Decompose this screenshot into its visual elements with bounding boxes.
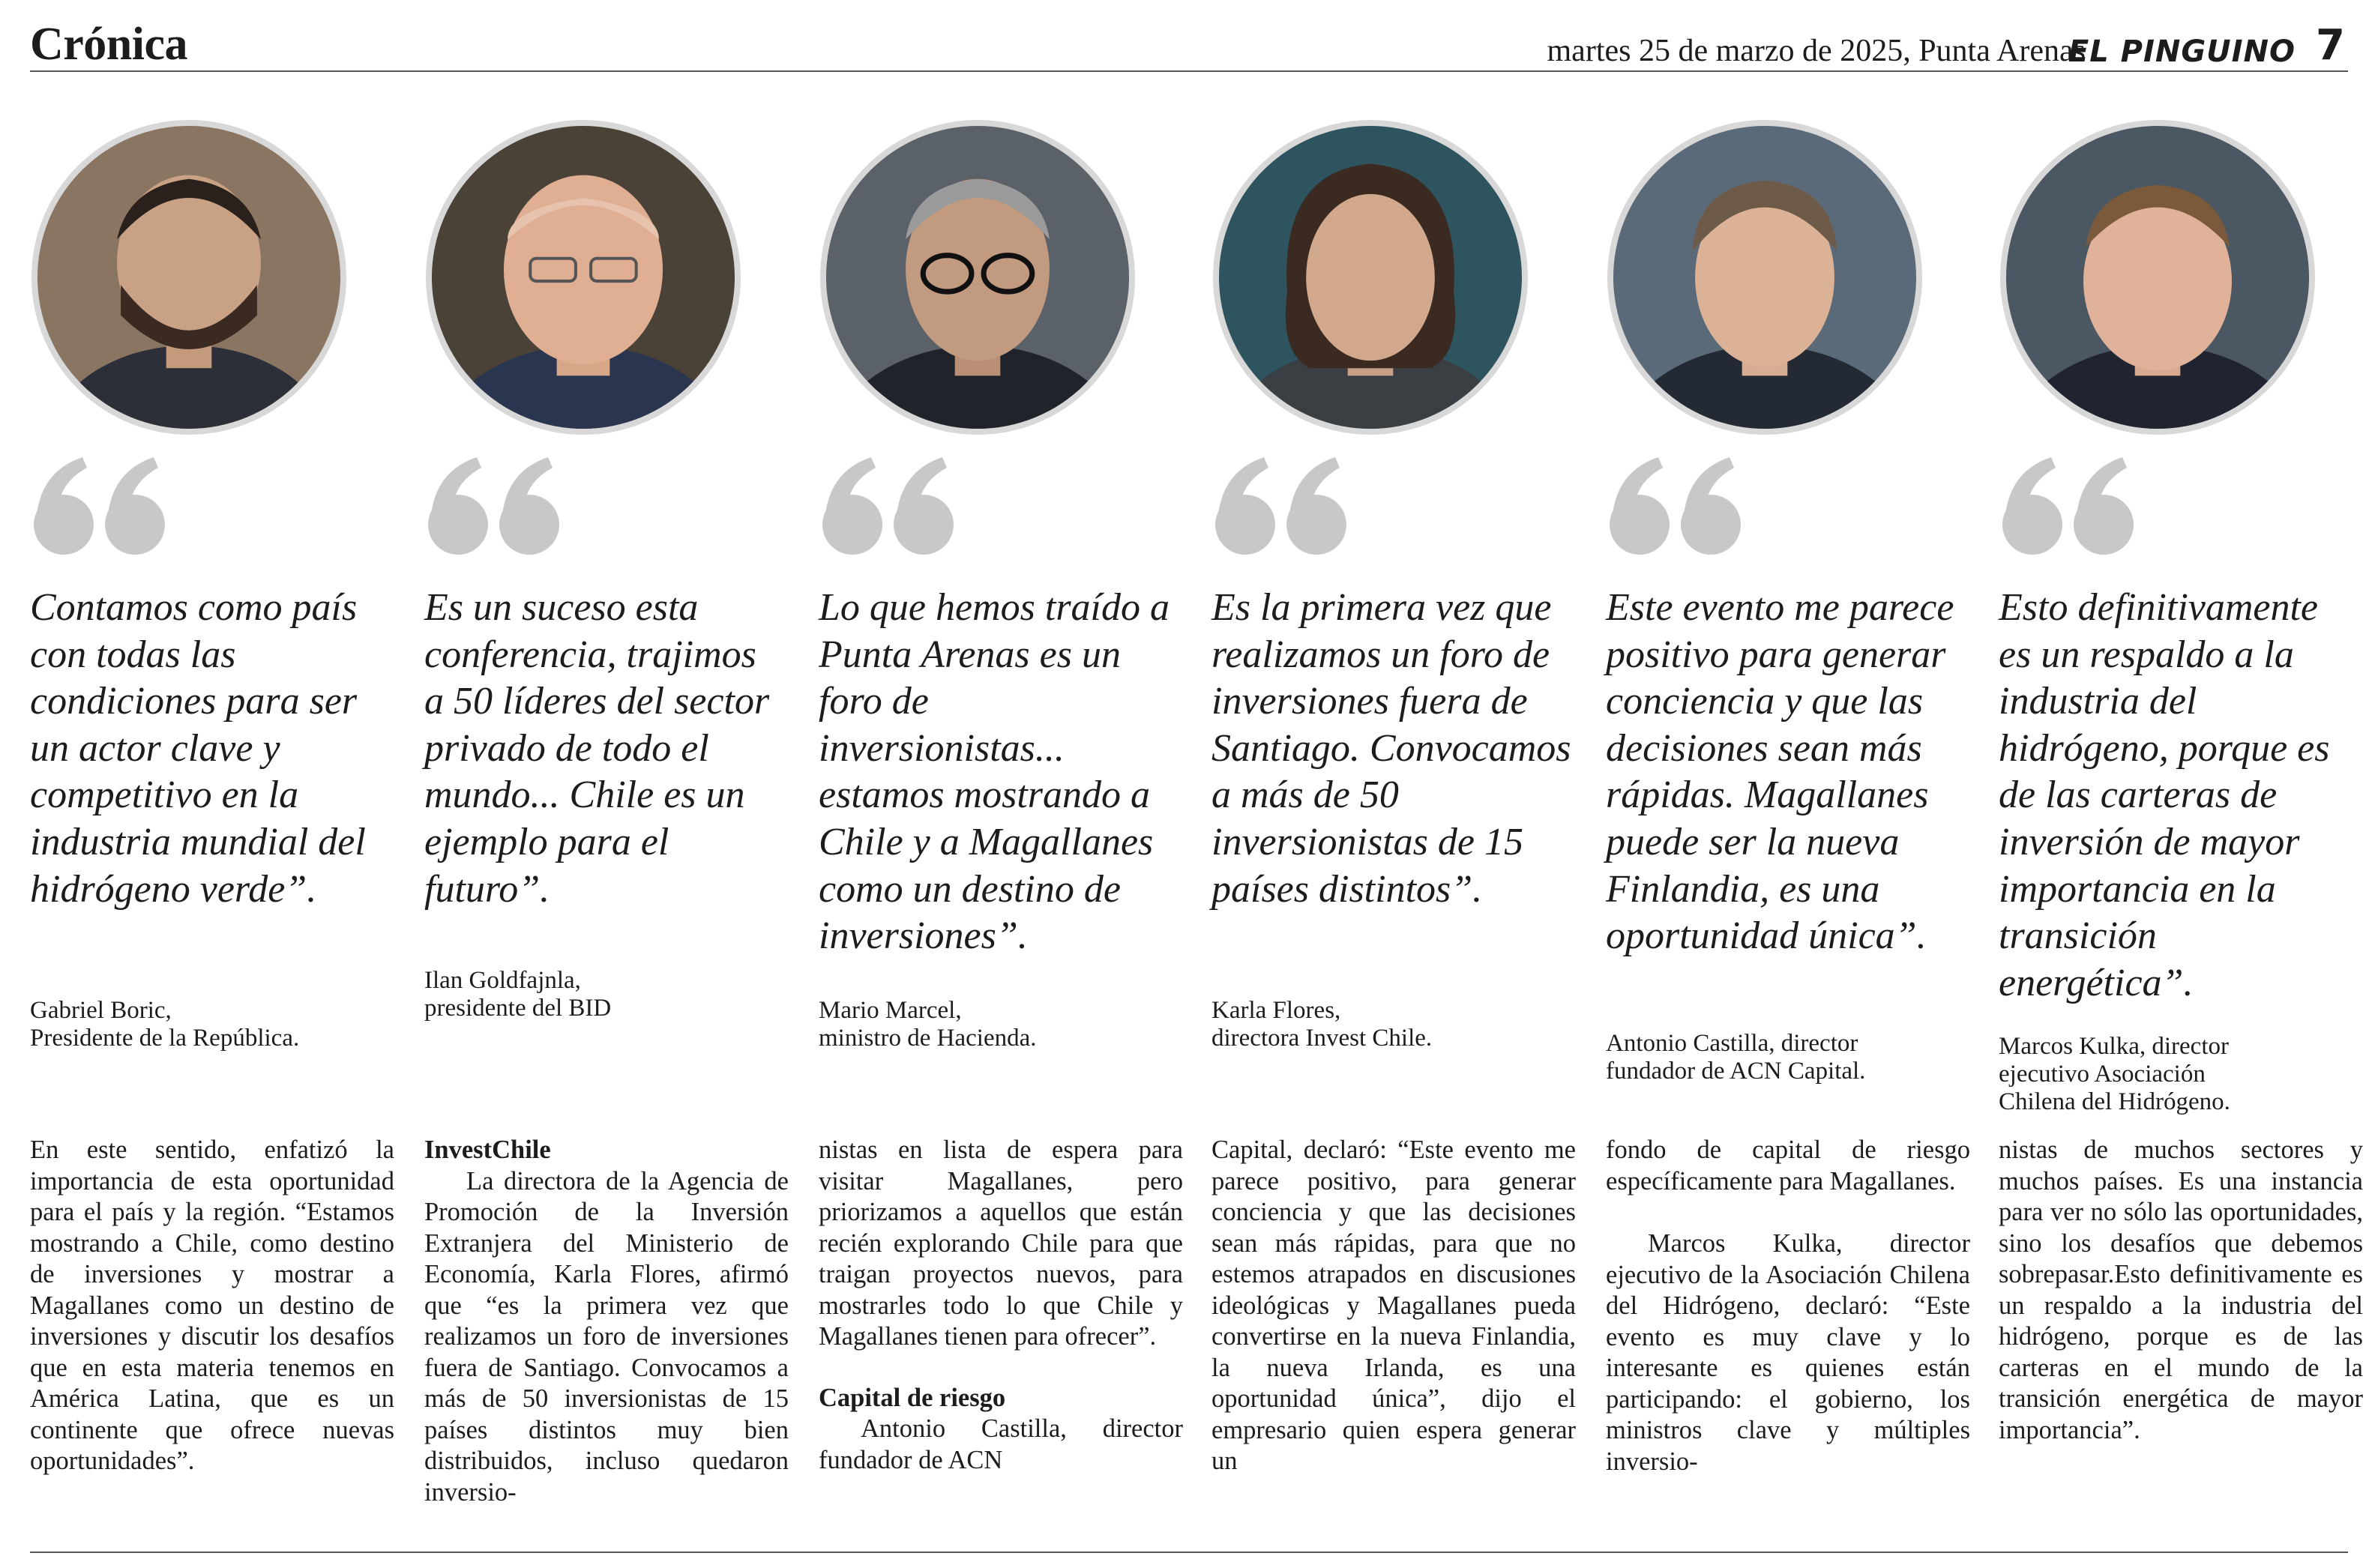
column-castilla xyxy=(1606,120,1970,1529)
quote-attribution: Marcos Kulka, director ejecutivo Asociación Chilena del Hidrógeno. xyxy=(1999,1033,2230,1115)
portrait-photo xyxy=(2000,120,2315,435)
quote-mark-icon xyxy=(1999,450,2149,562)
body-paragraph: Capital, declaró: “Este evento me parece positivo, para generar conciencia y que las decisiones sean más rápidas, para que no estemos atrapados en discusiones ideológicas y Magallanes pueda convertirse en la nueva Finlandia, la nueva Irlanda, es una oportunidad única”, dijo el empresario quien espera generar un xyxy=(1211,1136,1576,1475)
quote-mark-icon xyxy=(424,450,574,562)
column-goldfajn xyxy=(424,120,789,1529)
body-text xyxy=(819,1135,1183,1476)
body-paragraph: fondo de capital de riesgo específicamente para Magallanes. xyxy=(1606,1136,1970,1195)
column-kulka xyxy=(1999,120,2363,1529)
subheading: Capital de riesgo xyxy=(819,1383,1006,1412)
quote-attribution: Gabriel Boric, Presidente de la República. xyxy=(30,997,300,1052)
body-text xyxy=(30,1135,394,1477)
body-paragraph: En este sentido, enfatizó la importancia de esta oportunidad para el país y la región. “Estamos mostrando a Chile, como destino de inversiones y mostrar a Magallanes como un destino de inversiones y discutir los desafíos que en esta materia tenemos en América Latina, que es un continente que ofrece nuevas oportunidades”. xyxy=(30,1136,394,1475)
quote-mark-icon xyxy=(819,450,969,562)
quote-attribution: Antonio Castilla, director fundador de ACN Capital. xyxy=(1606,1030,1866,1085)
quote-text: Es la primera vez que realizamos un foro de inversiones fuera de Santiago. Convocamos a más de 50 inversionistas de 15 países distintos”. xyxy=(1211,586,1571,911)
quote-text: Este evento me parece positivo para generar conciencia y que las decisiones sean más rápidas. Magallanes puede ser la nueva Finlandia, es una oportunidad única”. xyxy=(1606,586,1954,958)
quote-attribution: Mario Marcel, ministro de Hacienda. xyxy=(819,997,1037,1052)
quote-mark-icon xyxy=(30,450,180,562)
footer-rule xyxy=(30,1552,2348,1553)
body-text xyxy=(1606,1135,1970,1477)
quote-attribution: Ilan Goldfajnla, presidente del BID xyxy=(424,967,612,1022)
portrait-photo xyxy=(1213,120,1528,435)
column-flores xyxy=(1211,120,1576,1529)
subheading: InvestChile xyxy=(424,1136,551,1164)
quote-mark-icon xyxy=(1211,450,1361,562)
portrait-photo xyxy=(1607,120,1922,435)
body-paragraph: Antonio Castilla, director fundador de ACN xyxy=(819,1414,1183,1474)
portrait-photo xyxy=(31,120,346,435)
column-boric xyxy=(30,120,394,1529)
portrait-photo xyxy=(426,120,741,435)
quote-mark-icon xyxy=(1606,450,1756,562)
quote-attribution: Karla Flores, directora Invest Chile. xyxy=(1211,997,1433,1052)
dateline: martes 25 de marzo de 2025, Punta Arenas xyxy=(1547,34,2086,68)
body-text xyxy=(1211,1135,1576,1477)
newspaper-logo: EL PINGUINO xyxy=(2068,34,2296,69)
quote-text: Contamos como país con todas las condiciones para ser un actor clave y competitivo en la industria mundial del hidrógeno verde”. xyxy=(30,586,366,911)
portrait-photo xyxy=(820,120,1135,435)
body-paragraph: La directora de la Agencia de Promoción de la Inversión Extranjera del Ministerio de Economía, Karla Flores, afirmó que “es la primera vez que realizamos un foro de inversiones fuera de Santiago. Convocamos a más de 50 inversionistas de 15 países distintos muy bien distribuidos, incluso quedaron inversio- xyxy=(424,1166,789,1507)
body-text xyxy=(424,1135,789,1508)
quote-text: Lo que hemos traído a Punta Arenas es un foro de inversionistas... estamos mostrando a Chile y a Magallanes como un destino de inversiones”. xyxy=(819,586,1170,958)
quote-text: Es un suceso esta conferencia, trajimos a 50 líderes del sector privado de todo el mundo... Chile es un ejemplo para el futuro”. xyxy=(424,586,770,911)
body-text xyxy=(1999,1135,2363,1446)
body-paragraph: nistas en lista de espera para visitar Magallanes, pero priorizamos a aquellos que están recién explorando Chile para que traigan proyectos nuevos, para mostrarles todo lo que Chile y Magallanes tienen para ofrecer”. xyxy=(819,1136,1183,1351)
body-paragraph: nistas de muchos sectores y muchos países. Es una instancia para ver no sólo las oportunidades, sino los desafíos que debemos sobrepasar.Esto definitivamente es un respaldo a la industria del hidrógeno, porque es de las carteras en el mundo de la transición energética de mayor importancia”. xyxy=(1999,1136,2363,1444)
page-number: 7 xyxy=(2316,21,2345,70)
body-paragraph: Marcos Kulka, director ejecutivo de la Asociación Chilena del Hidrógeno, declaró: “Este evento es muy clave y lo interesante es quienes están participando: el gobierno, los ministros clave y múltiples inversio- xyxy=(1606,1229,1970,1476)
page-header xyxy=(30,15,2348,72)
quote-text: Esto definitivamente es un respaldo a la industria del hidrógeno, porque es de las carteras de inversión de mayor importancia en la transición energética”. xyxy=(1999,586,2330,1004)
column-marcel xyxy=(819,120,1183,1529)
section-title: Crónica xyxy=(30,19,188,70)
